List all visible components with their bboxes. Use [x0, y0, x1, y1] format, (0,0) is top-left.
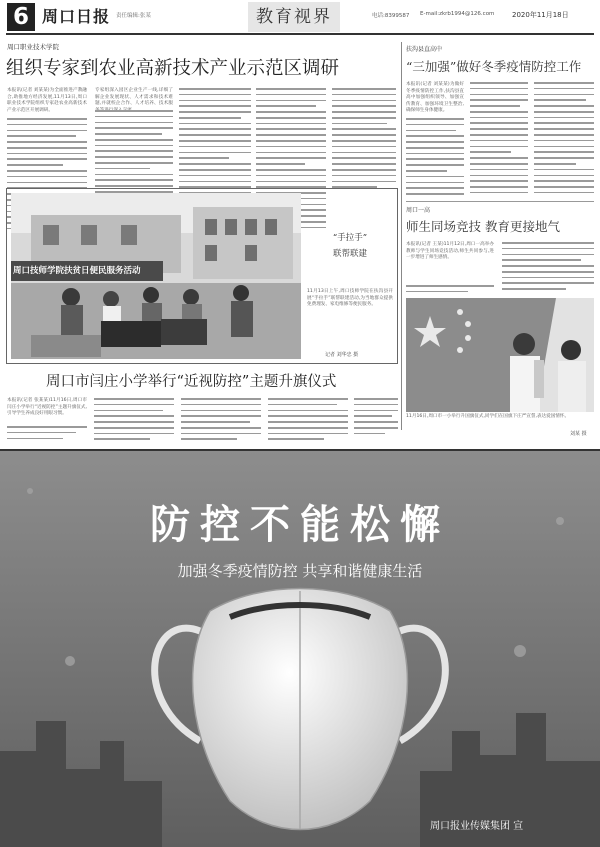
psa-banner	[0, 451, 600, 847]
article-4-body-col-3	[181, 398, 261, 442]
article-1-body-col-5	[332, 88, 396, 200]
editor-line: 责任编辑:张某	[116, 13, 151, 19]
masthead	[0, 0, 600, 38]
photo-1-caption: 11月13日上午,周口技师学院在扶沟县开展“手拉手”联帮联建活动,为当地群众提供免费理发、家电维修等便民服务。	[307, 289, 393, 308]
psa-subtitle: 加强冬季疫情防控 共享和谐健康生活	[177, 562, 423, 580]
article-4-body-col-4	[268, 398, 348, 442]
article-4	[6, 368, 398, 442]
article-2-headline: “三加强”做好冬季疫情防控工作	[406, 59, 582, 74]
article-3-kicker: 周口一高	[406, 207, 431, 214]
article-2-body-col-2	[470, 82, 528, 202]
article-4-body-col-1	[7, 426, 87, 442]
column-divider-top	[401, 42, 402, 430]
psa-title: 防控不能松懈	[150, 501, 450, 548]
photo-1-caption-title-1: “手拉手”	[332, 233, 368, 243]
photo-1-frame	[6, 188, 398, 364]
photo-1-credit: 记者 刘华忠 摄	[325, 352, 359, 358]
article-2-lead: 本报讯(记者 刘某某)为做好冬季疫情防控工作,扶沟县直高中加强组织领导、加强宣传教育、加强环境卫生整治,确保师生身体健康。	[406, 82, 464, 114]
paper-name: 周口日报	[42, 7, 111, 26]
article-1-kicker: 周口职业技术学院	[7, 43, 59, 51]
article-1-headline: 组织专家到农业高新技术产业示范区调研	[6, 58, 340, 79]
psa-sponsor: 周口报业传媒集团 宣	[430, 821, 524, 832]
article-4-body-col-2	[94, 398, 174, 442]
photo-1-caption-title-2: 联帮联建	[332, 249, 367, 259]
article-3-lead: 本报讯(记者 王某)11月12日,周口一高举办教师与学生同场竞技活动,师生共同参与,进一步增进了师生感情。	[406, 242, 494, 261]
article-2	[406, 42, 594, 202]
photo-2-caption: 11月16日,周口市一小举行升国旗仪式,同学们在国旗下庄严宣誓,表达爱国情怀。	[406, 414, 570, 419]
masthead-rule	[6, 33, 594, 35]
article-4-body-col-5	[354, 398, 398, 442]
divider-under-article-2	[406, 201, 594, 202]
article-2-kicker: 扶沟县直高中	[406, 46, 443, 53]
article-1-body: 专家组深入园区企业生产一线,详细了解企业发展现状、人才需求和技术难题,并就校企合作、人才培养、技术服	[95, 88, 173, 107]
date: 2020年11月18日	[512, 11, 569, 19]
article-3-body-col-2	[502, 242, 594, 297]
phone: 电话:8399587	[372, 13, 410, 19]
article-3	[406, 205, 594, 297]
section-tag: 教育视界	[248, 2, 340, 32]
article-2-body-col-3	[534, 82, 594, 202]
article-4-lead: 本报讯(记者 张某某)11月16日,周口市闫庄小学举行“近视防控”主题升旗仪式,引导学生养成良好用眼习惯。	[7, 398, 87, 417]
article-2-body-col-1	[406, 118, 464, 202]
photo-2-image	[406, 298, 594, 412]
article-1-lead: 本报讯(记者 刘某某)为全面推进产教融合,助推地方经济发展,11月13日,周口职业技术学院组织专家赴农业高新技术产业示范区开展调研。	[7, 88, 87, 113]
photo-2-credit: 刘某 摄	[570, 431, 587, 437]
article-4-headline: 周口市闫庄小学举行“近视防控”主题升旗仪式	[46, 374, 337, 390]
article-3-body-col-1	[406, 285, 494, 297]
article-3-headline: 师生同场竞技 教育更接地气	[406, 219, 560, 234]
photo-1-banner: 周口技师学院扶贫日便民服务活动	[13, 266, 141, 276]
email: E-mail:zkrb1994@126.com	[420, 11, 495, 17]
page-number: 6	[7, 3, 35, 31]
